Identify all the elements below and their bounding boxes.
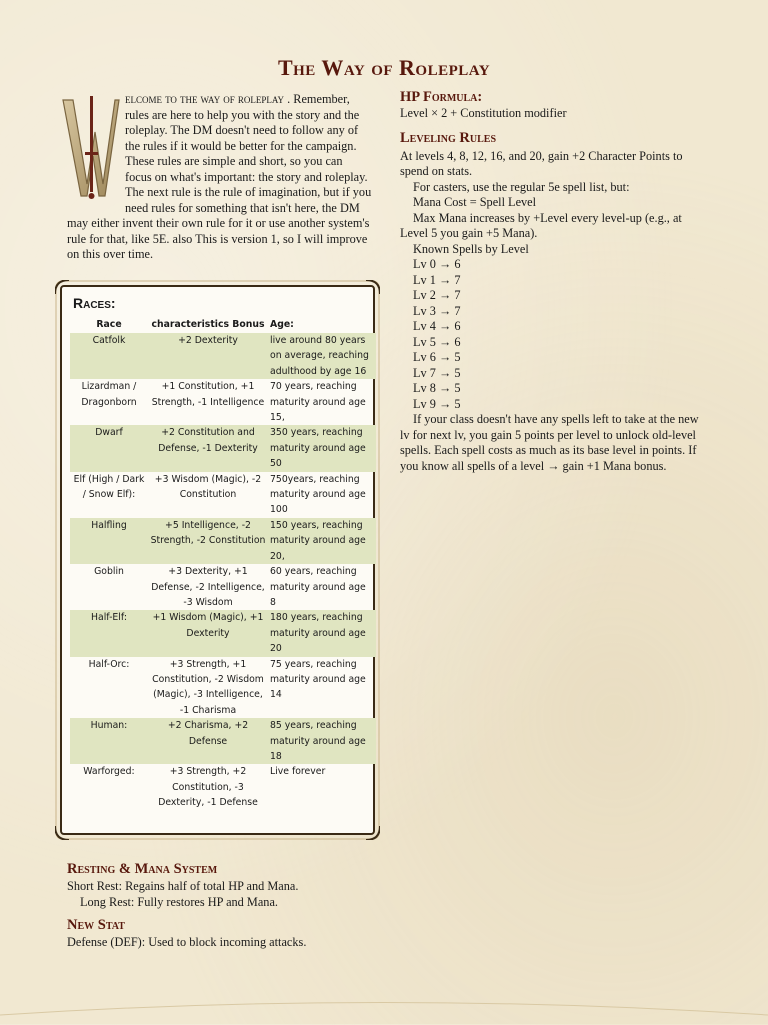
intro-paragraph: [67, 92, 372, 263]
race-cell: Half-Orc:: [88, 658, 130, 670]
bonus-cell: +3 Dexterity, +1 Defense, -2 Intelligence, -3 Wisdom: [151, 566, 265, 608]
short-rest-text: Short Rest: Regains half of total HP and Mana.: [67, 879, 299, 893]
race-cell: Catfolk: [70, 333, 148, 379]
header-age: Age:: [270, 319, 294, 331]
age-cell: 350 years, reaching maturity around age 50: [268, 425, 376, 471]
page-title: The Way of Roleplay: [277, 55, 491, 80]
age-cell: 180 years, reaching maturity around age 20: [268, 610, 376, 656]
race-cell: Elf (High / Dark / Snow Elf):: [73, 473, 145, 501]
bonus-cell: +2 Charisma, +2 Defense: [148, 718, 268, 764]
races-table-frame: [55, 280, 380, 840]
intro-text: Remember, rules are here to help you with the story and the roleplay. The DM doesn't need to follow any of the rules if it would be better for the campaign. These rules are simple and short, so you can focus on what's important: the story and roleplay. The next rule is the rule of imagination, but if you need rules for something that isn't here, the DM may either invent their own rule for it or use another system's rule for that, like 5E. also This is version 1, so I will improve on this over time.: [67, 92, 372, 261]
known-spells-item: Lv 2 → 7: [413, 288, 461, 302]
race-cell: Dwarf: [70, 425, 148, 471]
right-column: [400, 88, 710, 474]
table-row: [70, 472, 376, 518]
race-cell: Human:: [70, 718, 148, 764]
leveling-p2: For casters, use the regular 5e spell list, but:: [413, 179, 630, 194]
table-row: [70, 425, 376, 471]
footer-ornament: [0, 985, 768, 1025]
age-cell: 60 years, reaching maturity around age 8: [270, 566, 366, 608]
hp-heading: HP Formula:: [400, 89, 483, 105]
bonus-cell: +1 Wisdom (Magic), +1 Dexterity: [148, 610, 268, 656]
table-row: [70, 764, 376, 810]
race-cell: Goblin: [94, 566, 124, 578]
table-row: [70, 718, 376, 764]
known-spells-item: Lv 3 → 7: [413, 303, 461, 318]
leveling-heading: Leveling Rules: [400, 129, 497, 146]
table-row: [70, 657, 376, 719]
bonus-cell: +1 Constitution, +1 Strength, -1 Intelligence: [151, 381, 265, 408]
known-spells-item: Lv 1 → 7: [413, 272, 461, 287]
intro-lead: elcome to the way of roleplay .: [125, 92, 291, 106]
resting-heading: Resting & Mana System: [67, 861, 218, 877]
race-cell: Lizardman / Dragonborn: [81, 381, 137, 408]
age-cell: 150 years, reaching maturity around age 20,: [268, 518, 376, 564]
long-rest-text: Long Rest: Fully restores HP and Mana.: [80, 895, 278, 909]
bonus-cell: +3 Strength, +1 Constitution, -2 Wisdom (Magic), -3 Intelligence, -1 Charisma: [152, 658, 264, 716]
table-row: [70, 379, 376, 425]
leveling-p5: Known Spells by Level: [413, 241, 529, 256]
table-row: [70, 518, 376, 564]
races-table-panel: [60, 285, 375, 835]
header-race: Race: [96, 319, 122, 331]
age-cell: 75 years, reaching maturity around age 14: [270, 658, 366, 701]
leveling-p4: Max Mana increases by +Level every level-up (e.g., at Level 5 you gain +5 Mana).: [400, 210, 682, 240]
races-table: [70, 317, 376, 811]
known-spells-item: Lv 4 → 6: [413, 319, 461, 333]
races-header-row: [70, 317, 376, 333]
bonus-cell: +2 Dexterity: [148, 333, 268, 379]
age-cell: live around 80 years on average, reaching adulthood by age 16: [268, 333, 376, 379]
bonus-cell: +2 Constitution and Defense, -1 Dexterity: [148, 425, 268, 471]
table-row: [70, 564, 376, 610]
hp-text: Level × 2 + Constitution modifier: [400, 106, 567, 120]
newstat-text: Defense (DEF): Used to block incoming attacks.: [67, 935, 307, 949]
bonus-cell: +3 Wisdom (Magic), -2 Constitution: [154, 473, 262, 501]
bonus-cell: +3 Strength, +2 Constitution, -3 Dexterity, -1 Defense: [158, 766, 258, 809]
header-bonus: characteristics Bonus: [151, 319, 265, 331]
known-spells-item: Lv 6 → 5: [413, 350, 461, 364]
known-spells-item: Lv 8 → 5: [413, 381, 461, 395]
race-cell: Half-Elf:: [70, 610, 148, 656]
leveling-p6: If your class doesn't have any spells left to take at the new lv for next lv, you gain 5 points per level to unlock old-level spells. Each spell costs as much as its base level in points. If you know all spells of a level → gain +1 Mana bonus.: [400, 412, 699, 473]
race-cell: Halfling: [70, 518, 148, 564]
known-spells-item: Lv 7 → 5: [413, 365, 461, 380]
known-spells-list: [400, 257, 710, 412]
table-row: [70, 610, 376, 656]
known-spells-item: Lv 0 → 6: [413, 257, 461, 271]
known-spells-item: Lv 9 → 5: [413, 396, 461, 411]
race-cell: Warforged:: [83, 766, 135, 778]
races-title: Races:: [73, 295, 116, 311]
newstat-heading: New Stat: [67, 917, 125, 933]
age-cell: 750years, reaching maturity around age 100: [270, 473, 366, 516]
bottom-section: [67, 860, 397, 950]
age-cell: 85 years, reaching maturity around age 18: [268, 718, 376, 764]
dropcap-w-icon: [59, 92, 121, 204]
table-row: [70, 333, 376, 379]
bonus-cell: +5 Intelligence, -2 Strength, -2 Constitution: [148, 518, 268, 564]
age-cell: 70 years, reaching maturity around age 15,: [270, 381, 366, 424]
leveling-p3: Mana Cost = Spell Level: [413, 195, 537, 209]
known-spells-item: Lv 5 → 6: [413, 334, 461, 349]
leveling-p1: At levels 4, 8, 12, 16, and 20, gain +2 Character Points to spend on stats.: [400, 148, 683, 178]
age-cell: Live forever: [270, 766, 326, 778]
